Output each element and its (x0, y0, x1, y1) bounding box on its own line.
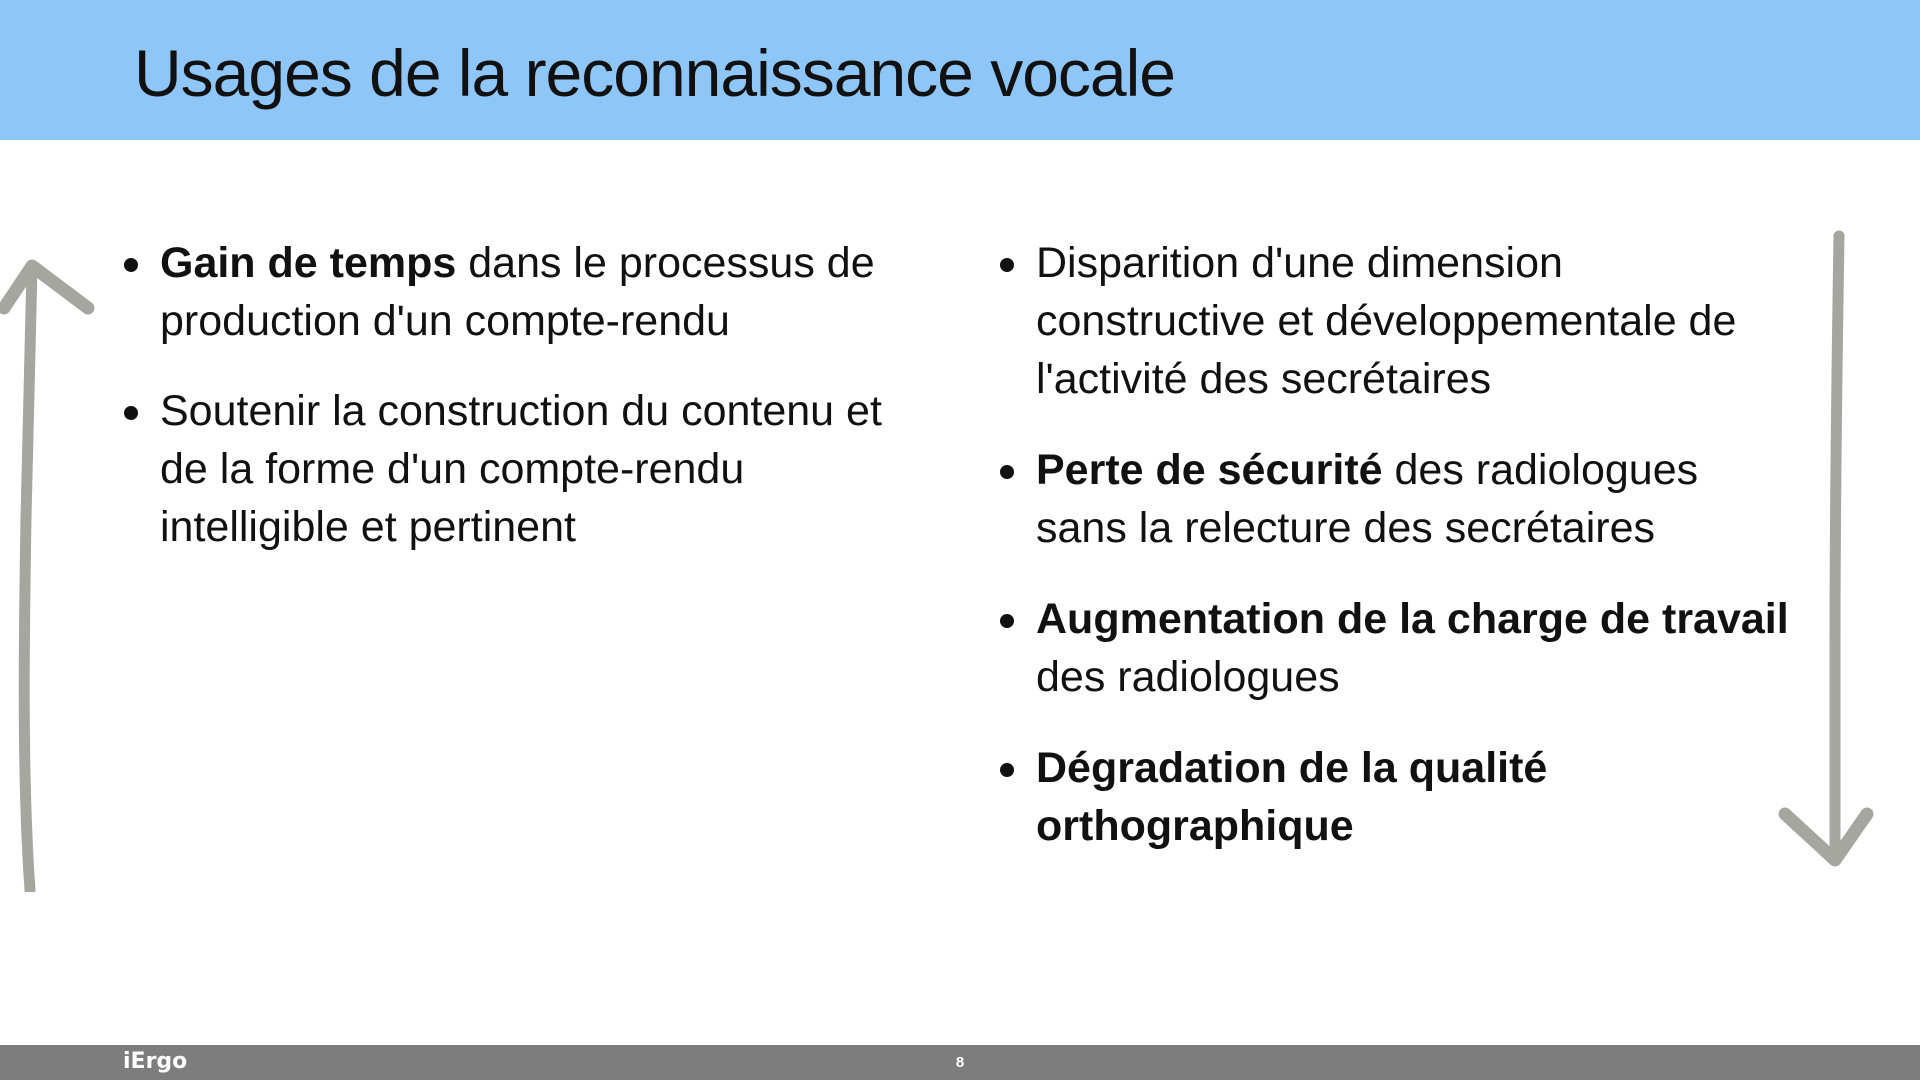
bullet-dot (1000, 258, 1014, 272)
bullet-bold-text: Perte de sécurité (1036, 446, 1383, 494)
bullet-dot (1000, 614, 1014, 628)
bullet-text: dans le processus de production d'un compte-rendu (160, 239, 875, 345)
bullet-text: Soutenir la construction du contenu et de la forme d'un compte-rendu intelligible et pertinent (160, 387, 882, 551)
list-item (118, 234, 918, 350)
bullet-dot (1000, 465, 1014, 479)
page-number: 8 (955, 1054, 965, 1071)
up-arrow-icon (0, 258, 100, 892)
footer-bar (0, 1045, 1920, 1080)
left-bullet-list (118, 234, 918, 588)
right-bullet-list (994, 234, 1794, 888)
bullet-bold-text: Gain de temps (160, 239, 457, 287)
list-item (118, 382, 918, 556)
title-bar (0, 0, 1920, 140)
list-item (994, 590, 1794, 706)
down-arrow-icon (1775, 230, 1875, 870)
bullet-text: Disparition d'une dimension constructive et développementale de l'activité des secrétaires (1036, 239, 1737, 403)
list-item (994, 234, 1794, 408)
bullet-dot (1000, 763, 1014, 777)
list-item (994, 441, 1794, 557)
list-item (994, 739, 1794, 855)
bullet-dot (124, 406, 138, 420)
bullet-text: des radiologues sans la relecture des secrétaires (1036, 446, 1699, 552)
bullet-bold-text: Dégradation de la qualité orthographique (1036, 744, 1548, 850)
bullet-text: des radiologues (1036, 653, 1340, 701)
slide-title: Usages de la reconnaissance vocale (134, 36, 1175, 110)
brand-logo: iErgo (123, 1049, 188, 1074)
bullet-bold-text: Augmentation de la charge de travail (1036, 595, 1789, 643)
bullet-dot (124, 258, 138, 272)
